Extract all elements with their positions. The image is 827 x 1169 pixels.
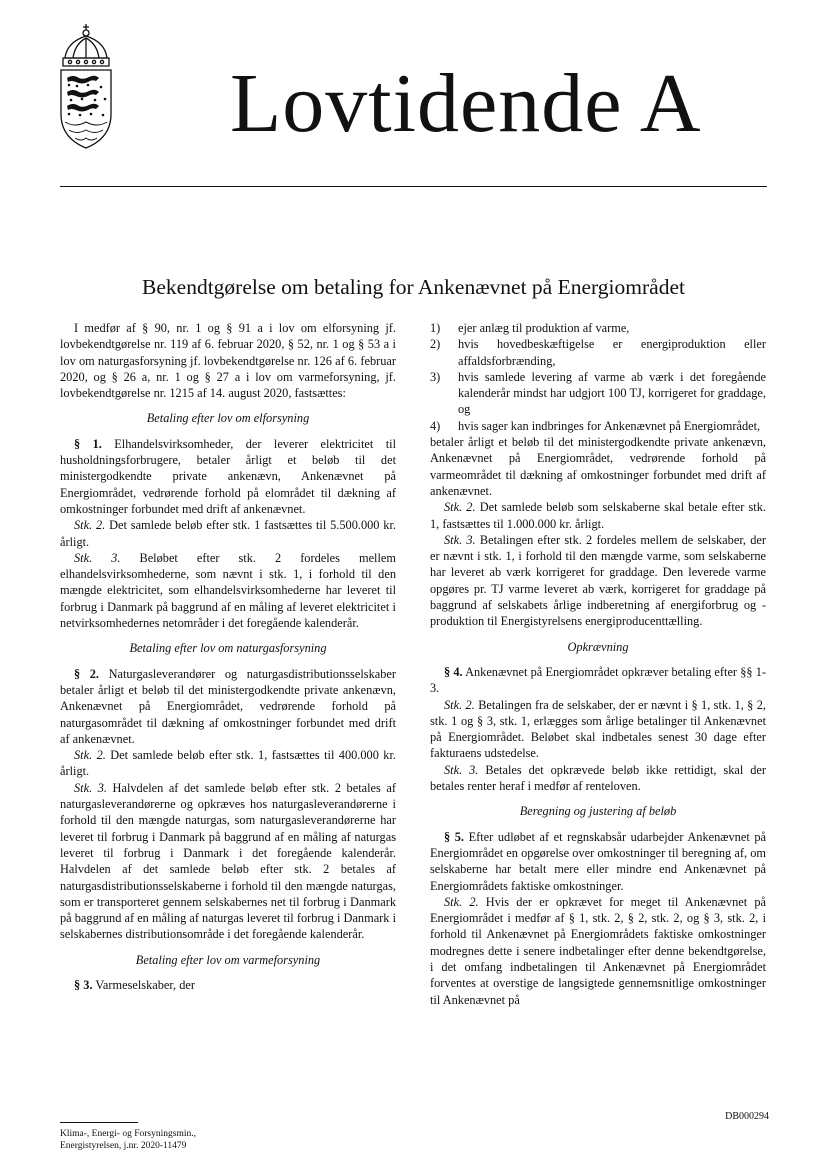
stk-label: Stk. 3. [74,780,107,795]
list-text: hvis sager kan indbringes for Ankenævnet på Energiområdet, [458,418,761,433]
stk-label: Stk. 2. [74,748,106,763]
masthead: Lovtidende A [230,57,702,150]
list-item [430,320,766,336]
paragraph-s1 [60,436,396,517]
list-item [430,336,766,369]
paragraph-s1-stk3 [60,550,396,631]
numbered-list [430,320,766,434]
paragraph-text: Efter udløbet af et regnskabsår udarbejder Ankenævnet på Energiområdet en opgørelse over omkostninger til beregning af, om selskaberne har betalt mere eller mindre end Ankenævnet på Energiområdets faktiske omkostninger. [430,829,766,893]
paragraph-text: Naturgasleverandører og naturgasdistributionsselskaber betaler årligt et beløb til det ministergodkendte private ankenævn, Ankenævnet på Energiområdet, vedrørende forhold på naturgasområdet til dækning af omkostninger forbundet med drift af ankenævnet. [60,666,396,746]
section-number: § 4. [444,664,463,679]
column-left [60,320,396,993]
section-heading-opkraevning: Opkrævning [567,639,629,654]
section-number: § 5. [444,829,465,844]
footnote [60,1128,196,1152]
list-number: 3) [430,369,441,384]
section-heading-beregning: Beregning og justering af beløb [519,804,677,819]
list-number: 4) [430,418,441,433]
paragraph-text: Det samlede beløb efter stk. 1, fastsættes til 400.000 kr. årligt. [60,748,396,779]
document-id: DB000294 [725,1111,769,1122]
paragraph-s5-stk2 [430,894,766,1008]
paragraph-text: Elhandelsvirksomheder, der leverer elektricitet til husholdningsforbrugere, betaler årligt et beløb til det ministergodkendte private ankenævn, Ankenævnet på Energiområdet, vedrørende forhold på elområdet til dækning af omkostninger forbundet med drift af ankenævnet. [60,436,397,516]
paragraph-s3-stk3 [430,532,766,630]
paragraph-s3 [60,977,396,993]
section-heading-varmeforsyning: Betaling efter lov om varmeforsyning [135,952,321,967]
footnote-rule [60,1122,138,1123]
danish-royal-coat-of-arms-icon [55,22,117,150]
paragraph-s2-stk2 [60,747,396,780]
section-number: § 3. [74,977,93,992]
list-number: 1) [430,321,441,335]
footnote-line: Klima-, Energi- og Forsyningsmin., [60,1129,196,1139]
stk-label: Stk. 3. [444,532,476,547]
paragraph-text: Ankenævnet på Energiområdet opkræver betaling efter §§ 1-3. [430,664,766,696]
list-text: hvis hovedbeskæftigelse er energiproduktion eller affaldsforbrænding, [458,337,766,368]
paragraph-text: Beløbet efter stk. 2 fordeles mellem elhandelsvirksomhederne, som nævnt i stk. 1, i forhold til den mængde elektricitet, som elhandelsvirksomhederne har leveret til forbrug i Danmark på baggrund af en måling af leveret elektricitet i netvirksomhedernes netområder i det foregående kalenderår. [60,550,396,631]
paragraph-text: Halvdelen af det samlede beløb efter stk. 2 betales af naturgasleverandørerne og opkræves hos naturgasleverandørerne i forhold til den mængde naturgas, som naturgasleverandørerne har leveret til forbrug i Danmark på baggrund af en måling af naturgas leveret til forbrug i Danmark i det foregående kalenderår. Halvdelen af det samlede beløb efter stk. 2 betales af naturgasdistributionsselskaberne i forhold til den mængde naturgas, som er transporteret gennem selskabernes net til forbrug i Danmark på baggrund af en måling af naturgas leveret til forbrug i Danmark i selskabernes distributionsområde i det foregående kalenderår. [60,780,396,942]
list-text: hvis samlede levering af varme ab værk i det foregående kalenderår mindst har udgjort 100 TJ, korrigeret for graddage, og [458,369,766,417]
stk-label: Stk. 2. [444,894,479,909]
document-title: Bekendtgørelse om betaling for Ankenævnet på Energiområdet [142,275,685,299]
paragraph-text: Betales det opkrævede beløb ikke rettidigt, skal der betales renter heraf i medfør af renteloven. [430,762,766,794]
paragraph-s1-stk2 [60,517,396,550]
stk-label: Stk. 2. [74,518,106,533]
stk-label: Stk. 3. [74,550,121,565]
stk-label: Stk. 2. [444,500,476,515]
header-rule [60,186,767,187]
paragraph-text: Det samlede beløb efter stk. 1 fastsættes til 5.500.000 kr. årligt. [60,518,396,549]
stk-label: Stk. 3. [444,762,479,777]
list-item [430,418,766,434]
paragraph-s2-stk3 [60,780,396,943]
section-heading-naturgas: Betaling efter lov om naturgasforsyning [129,641,327,656]
paragraph-s4 [430,664,766,697]
list-text: ejer anlæg til produktion af varme, [458,321,630,335]
paragraph-s3-after: betaler årligt et beløb til det ministergodkendte private ankenævn, Ankenævnet på Energiområdet, vedrørende forhold på varmeområdet til dækning af omkostninger forbundet med drift af ankenævnet. [430,435,766,498]
paragraph-text: Det samlede beløb som selskaberne skal betale efter stk. 1, fastsættes til 1.000.000 kr. årligt. [430,500,766,531]
list-item [430,369,766,418]
section-number: § 1. [74,436,102,451]
paragraph-s2 [60,666,396,747]
paragraph-text: Betalingen efter stk. 2 fordeles mellem de selskaber, der er nævnt i stk. 1, i forhold til den mængde varme, som selskaberne har leveret ab værk korrigeret for graddage. Den leverede varme opgøres pr. TJ varme leveret ab værk, korrigeret for graddage på baggrund af selskabets årlige indberetning af energiforbrug og -produktion til Energistyrelsens energiproducenttælling. [430,532,766,629]
section-heading-elforsyning: Betaling efter lov om elforsyning [146,411,310,426]
section-number: § 2. [74,666,99,681]
paragraph-text: Varmeselskaber, der [92,977,195,992]
column-right [430,320,766,1008]
intro-paragraph: I medfør af § 90, nr. 1 og § 91 a i lov om elforsyning jf. lovbekendtgørelse nr. 119 af 6. februar 2020, § 52, nr. 1 og § 53 a i lov om naturgasforsyning jf. lovbekendtgørelse nr. 126 af 6. februar 2020, og § 26 a, nr. 1 og § 27 a i lov om varmeforsyning, jf. lovbekendtgørelse nr. 1215 af 14. august 2020, fastsættes: [60,321,396,401]
list-number: 2) [430,337,441,352]
paragraph-text: Hvis der er opkrævet for meget til Ankenævnet på Energiområdet i medfør af § 1, stk. 2, § 2, stk. 2, og § 3, stk. 2, i forhold til Ankenævnet på Energiområdets faktiske omkostninger modregnes dette i senere indbetalinger efter denne bekendtgørelse, i det omfang indbetalingen til Ankenævnet på Energiområdet forventes at overstige de langsigtede gennemsnitlige omkostninger til Ankenævnet på [430,894,766,1007]
footnote-line: Energistyrelsen, j.nr. 2020-11479 [60,1141,187,1151]
paragraph-s4-stk2 [430,697,766,762]
paragraph-text: Betalingen fra de selskaber, der er nævnt i § 1, stk. 1, § 2, stk. 1 og § 3, stk. 1, erlægges som årlige betalinger til Ankenævnet på Energiområdet. Beløbet skal indbetales senest 30 dage efter fakturaens udstedelse. [430,697,766,761]
paragraph-s5 [430,829,766,894]
paragraph-s4-stk3 [430,762,766,795]
stk-label: Stk. 2. [444,697,475,712]
paragraph-s3-stk2 [430,499,766,532]
